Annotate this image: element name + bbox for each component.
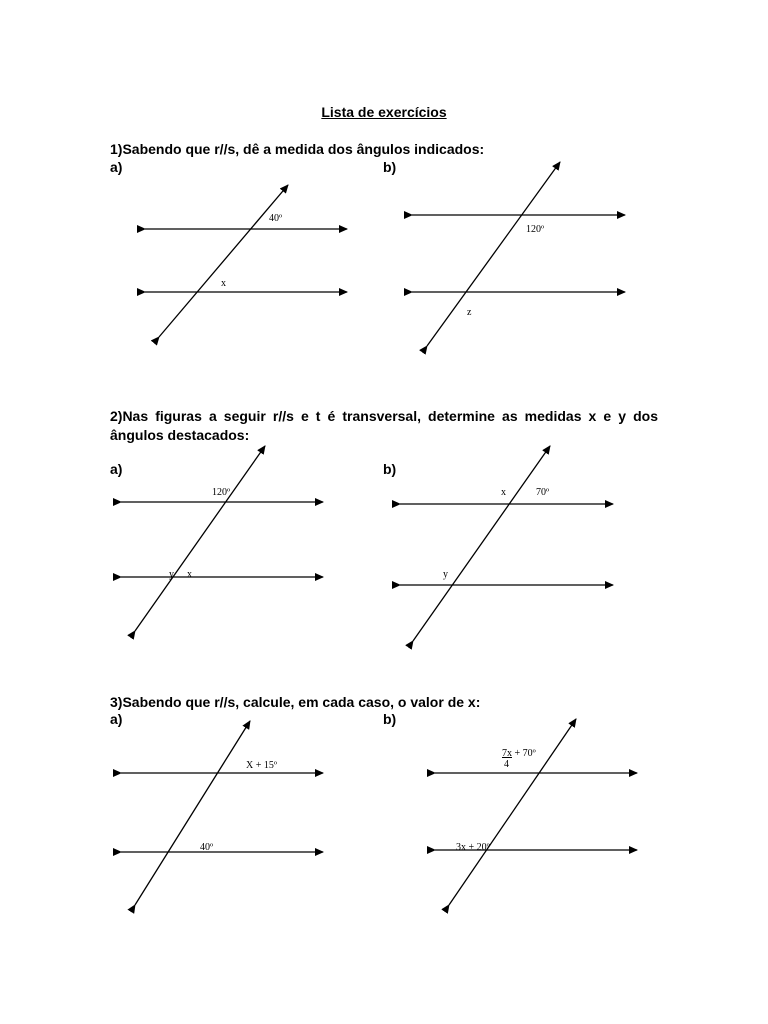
q2b-angle-x: x	[501, 487, 506, 498]
q3a-angle-lower: 40º	[200, 842, 214, 853]
q3-label-a: a)	[110, 711, 123, 727]
q2a-angle-y: y	[169, 569, 174, 580]
question-2-text: 2)Nas figuras a seguir r//s e t é transversal, determine as medidas x e y dos ângulos destacados:	[110, 408, 658, 443]
q3a-transversal	[135, 721, 250, 905]
page-title: Lista de exercícios	[321, 104, 447, 120]
q2-label-b: b)	[383, 461, 397, 477]
q3b-fraction-denominator: 4	[504, 759, 509, 770]
q3b-fraction-numerator: 7x	[502, 748, 512, 759]
question-1-text: 1)Sabendo que r//s, dê a medida dos ângulos indicados:	[110, 141, 485, 157]
q1b-angle-upper: 120º	[526, 224, 545, 235]
q3a-angle-upper: X + 15º	[246, 760, 277, 771]
q1a-angle-upper: 40º	[269, 213, 283, 224]
q1a-transversal	[159, 185, 288, 337]
q1b-transversal	[427, 162, 560, 346]
q1b-angle-lower: z	[467, 307, 472, 318]
q3b-angle-lower: 3x + 20º	[456, 842, 490, 853]
q3-label-b: b)	[383, 711, 397, 727]
q2b-transversal	[413, 446, 550, 641]
question-3-text: 3)Sabendo que r//s, calcule, em cada caso, o valor de x:	[110, 694, 481, 710]
q2b-angle-y: y	[443, 569, 448, 580]
q3b-fraction-rest: + 70º	[512, 748, 536, 759]
q2b-angle-upper: 70º	[536, 487, 550, 498]
q2a-angle-upper: 120º	[212, 487, 231, 498]
q3b-transversal	[449, 719, 576, 905]
q3b-angle-fraction	[502, 748, 536, 759]
q1a-angle-lower: x	[221, 278, 226, 289]
q2a-angle-x: x	[187, 569, 192, 580]
q1-label-b: b)	[383, 159, 397, 175]
q2-label-a: a)	[110, 461, 123, 477]
q2a-transversal	[135, 446, 265, 631]
q1-label-a: a)	[110, 159, 123, 175]
